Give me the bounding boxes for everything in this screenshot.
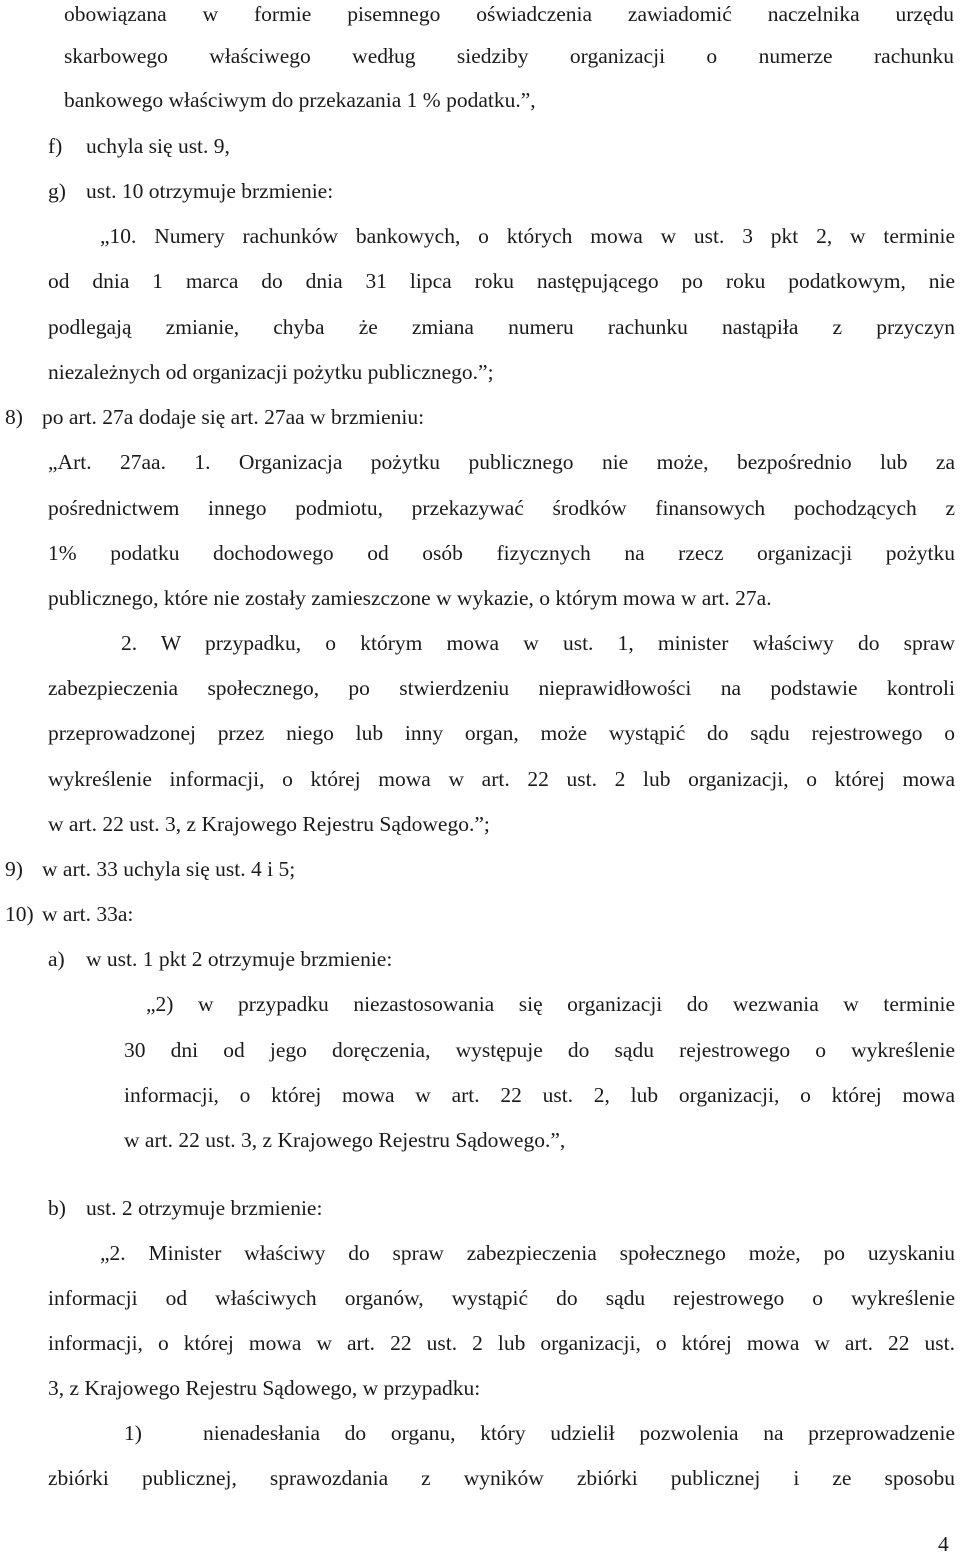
text-line: podlegają zmianie, chyba że zmiana numeru rachunku nastąpiła z przyczyn — [48, 315, 955, 339]
text-line: informacji, o której mowa w art. 22 ust. 2, lub organizacji, o której mowa — [124, 1083, 955, 1107]
list-label: 10) — [5, 902, 34, 926]
list-item-text: w art. 33 uchyla się ust. 4 i 5; — [42, 857, 296, 881]
text-line: bankowego właściwym do przekazania 1 % podatku.”, — [64, 88, 536, 112]
page-number: 4 — [938, 1532, 949, 1556]
text-line: obowiązana w formie pisemnego oświadczenia zawiadomić naczelnika urzędu — [64, 2, 954, 26]
text-line: „Art. 27aa. 1. Organizacja pożytku publicznego nie może, bezpośrednio lub za — [48, 450, 955, 474]
text-line: informacji od właściwych organów, wystąpić do sądu rejestrowego o wykreślenie — [48, 1286, 955, 1310]
text-line: w art. 22 ust. 3, z Krajowego Rejestru Sądowego.”; — [48, 812, 490, 836]
text-line: wykreślenie informacji, o której mowa w art. 22 ust. 2 lub organizacji, o której mowa — [48, 767, 955, 791]
list-label: f) — [48, 134, 63, 158]
list-item-text: po art. 27a dodaje się art. 27aa w brzmieniu: — [42, 405, 425, 429]
list-item-text: ust. 10 otrzymuje brzmienie: — [86, 179, 334, 203]
list-label: a) — [48, 947, 65, 971]
list-label: 9) — [5, 857, 23, 881]
text-line: „2) w przypadku niezastosowania się organizacji do wezwania w terminie — [146, 992, 955, 1016]
text-line: w art. 22 ust. 3, z Krajowego Rejestru Sądowego.”, — [124, 1128, 566, 1152]
list-label: g) — [48, 179, 66, 203]
text-line: publicznego, które nie zostały zamieszczone w wykazie, o którym mowa w art. 27a. — [48, 586, 772, 610]
list-item-text: uchyla się ust. 9, — [86, 134, 230, 158]
text-line: 3, z Krajowego Rejestru Sądowego, w przypadku: — [48, 1376, 481, 1400]
text-line: 2. W przypadku, o którym mowa w ust. 1, minister właściwy do spraw — [121, 631, 955, 655]
list-item-text: nienadesłania do organu, który udzielił pozwolenia na przeprowadzenie — [203, 1421, 955, 1445]
text-line: informacji, o której mowa w art. 22 ust. 2 lub organizacji, o której mowa w art. 22 ust. — [48, 1331, 955, 1355]
list-label: b) — [48, 1196, 66, 1220]
text-line: 30 dni od jego doręczenia, występuje do sądu rejestrowego o wykreślenie — [124, 1038, 955, 1062]
text-line: przeprowadzonej przez niego lub inny organ, może wystąpić do sądu rejestrowego o — [48, 721, 955, 745]
text-line: skarbowego właściwego według siedziby organizacji o numerze rachunku — [64, 44, 954, 68]
text-line: zbiórki publicznej, sprawozdania z wyników zbiórki publicznej i ze sposobu — [48, 1466, 955, 1490]
list-item-text: ust. 2 otrzymuje brzmienie: — [86, 1196, 323, 1220]
text-line: pośrednictwem innego podmiotu, przekazywać środków finansowych pochodzących z — [48, 496, 955, 520]
list-item-text: w ust. 1 pkt 2 otrzymuje brzmienie: — [86, 947, 393, 971]
text-line: zabezpieczenia społecznego, po stwierdzeniu nieprawidłowości na podstawie kontroli — [48, 676, 955, 700]
text-line: 1% podatku dochodowego od osób fizycznych na rzecz organizacji pożytku — [48, 541, 955, 565]
list-item-text: w art. 33a: — [42, 902, 134, 926]
text-line: od dnia 1 marca do dnia 31 lipca roku następującego po roku podatkowym, nie — [48, 269, 955, 293]
list-label: 1) — [124, 1421, 142, 1445]
text-line: niezależnych od organizacji pożytku publicznego.”; — [48, 360, 494, 384]
text-line: „2. Minister właściwy do spraw zabezpieczenia społecznego może, po uzyskaniu — [100, 1241, 955, 1265]
list-label: 8) — [5, 405, 23, 429]
text-line: „10. Numery rachunków bankowych, o których mowa w ust. 3 pkt 2, w terminie — [100, 224, 955, 248]
